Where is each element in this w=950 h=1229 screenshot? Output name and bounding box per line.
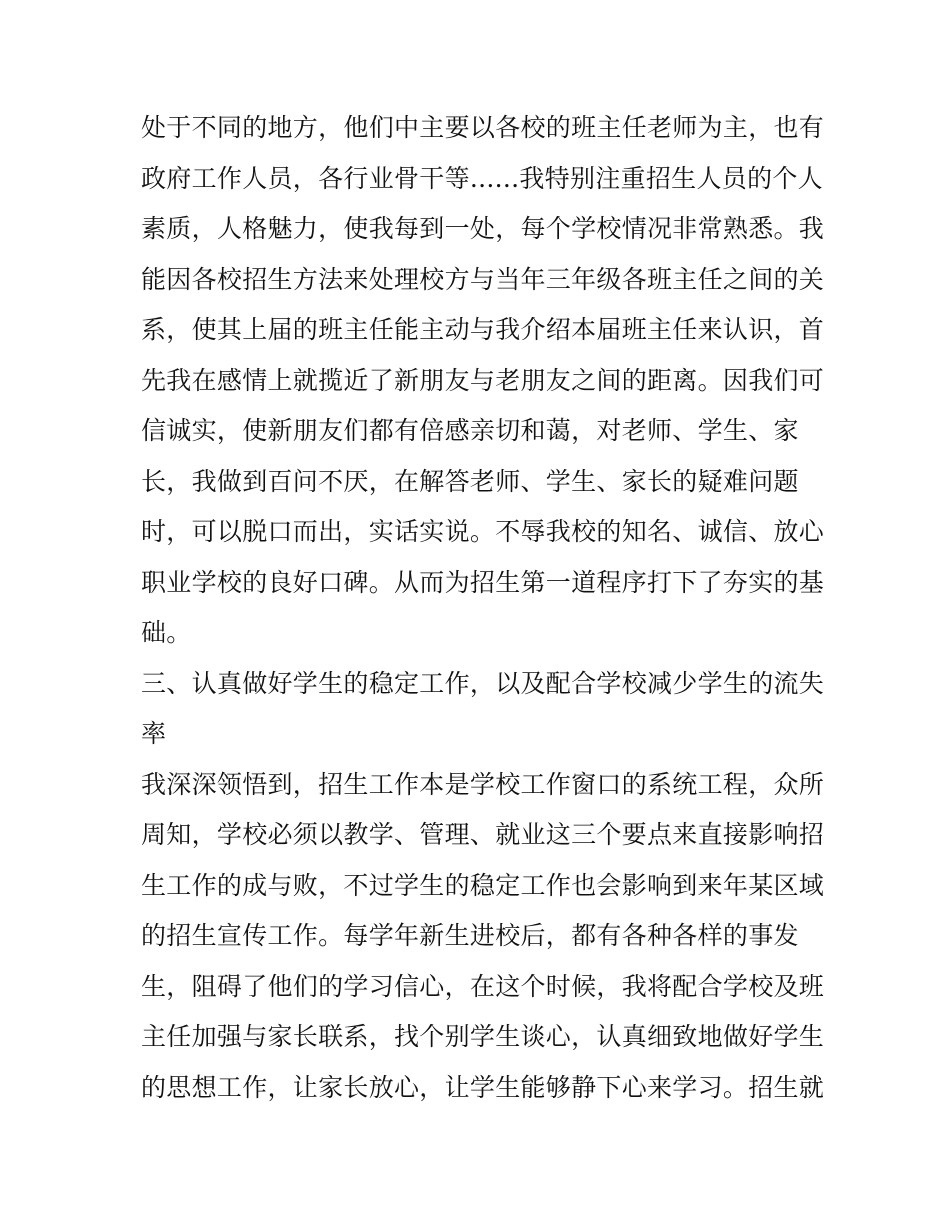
- text-line: 处于不同的地方，他们中主要以各校的班主任老师为主，也有: [141, 113, 825, 142]
- section-heading: 率: [141, 719, 167, 748]
- text-line: 能因各校招生方法来处理校方与当年三年级各班主任之间的关: [141, 264, 825, 294]
- text-line: 系，使其上届的班主任能主动与我介绍本届班主任来认识，首: [141, 315, 825, 344]
- text-line: 职业学校的良好口碑。从而为招生第一道程序打下了夯实的基: [141, 567, 825, 597]
- text-line: 时，可以脱口而出，实话实说。不辱我校的知名、诚信、放心: [141, 517, 825, 546]
- text-line: 素质，人格魅力，使我每到一处，每个学校情况非常熟悉。我: [141, 214, 825, 243]
- text-line: 的招生宣传工作。每学年新生进校后，都有各种各样的事发: [141, 921, 799, 950]
- text-line: 我深深领悟到，招生工作本是学校工作窗口的系统工程，众所: [141, 769, 825, 799]
- text-line: 信诚实，使新朋友们都有倍感亲切和蔼，对老师、学生、家: [141, 416, 799, 445]
- text-line: 生工作的成与败，不过学生的稳定工作也会影响到来年某区域: [141, 870, 825, 900]
- text-line: 政府工作人员，各行业骨干等......我特别注重招生人员的个人: [141, 163, 823, 193]
- text-line: 周知，学校必须以教学、管理、就业这三个要点来直接影响招: [141, 820, 825, 849]
- text-line: 的思想工作，让家长放心，让学生能够静下心来学习。招生就: [141, 1072, 825, 1102]
- text-line: 主任加强与家长联系，找个别学生谈心，认真细致地做好学生: [141, 1022, 825, 1051]
- text-line: 长，我做到百问不厌，在解答老师、学生、家长的疑难问题: [141, 466, 799, 496]
- document-body: [141, 103, 825, 1113]
- text-line: 础。: [141, 618, 192, 647]
- section-heading: 三、认真做好学生的稳定工作，以及配合学校减少学生的流失: [141, 668, 825, 698]
- text-line: 先我在感情上就揽近了新朋友与老朋友之间的距离。因我们可: [141, 365, 825, 395]
- text-line: 生，阻碍了他们的学习信心，在这个时候，我将配合学校及班: [141, 971, 825, 1001]
